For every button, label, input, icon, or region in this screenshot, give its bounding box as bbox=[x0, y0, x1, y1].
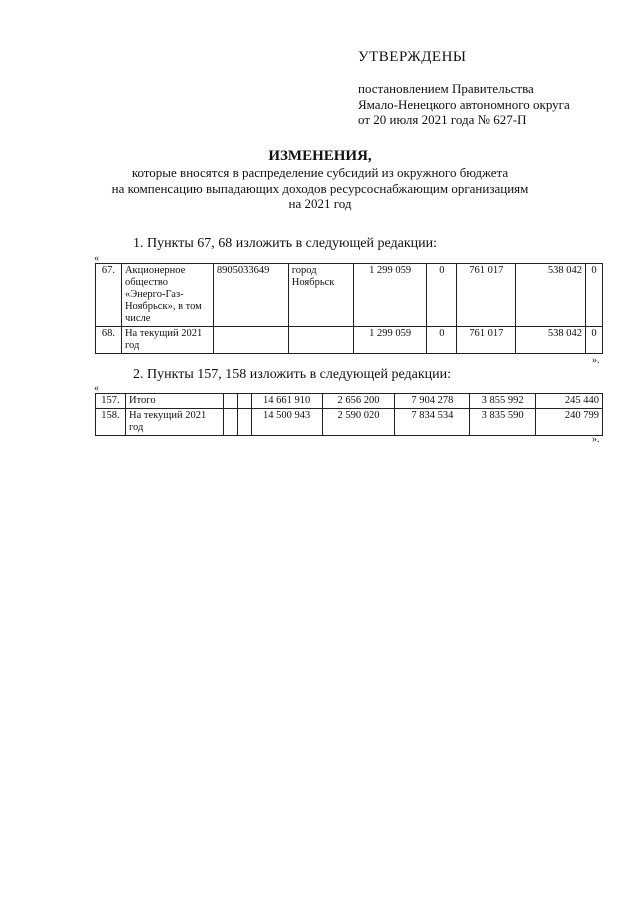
table-row bbox=[96, 264, 603, 327]
section-1-close-quote: ». bbox=[592, 355, 600, 366]
value-total: 14 500 943 bbox=[251, 409, 322, 436]
section-2-heading: 2. Пункты 157, 158 изложить в следующей редакции: bbox=[133, 367, 452, 382]
inn-cell bbox=[213, 327, 288, 354]
row-number: 158. bbox=[96, 409, 126, 436]
empty-cell bbox=[237, 394, 251, 409]
value-total: 14 661 910 bbox=[251, 394, 322, 409]
heading-line-1: которые вносятся в распределение субсидий из окружного бюджета bbox=[131, 165, 509, 180]
approval-line-3: от 20 июля 2021 года № 627-П bbox=[358, 112, 527, 127]
value-5: 0 bbox=[585, 264, 602, 327]
empty-cell bbox=[223, 394, 237, 409]
value-5: 0 bbox=[585, 327, 602, 354]
empty-cell bbox=[237, 409, 251, 436]
row-name: На текущий 2021 год bbox=[125, 409, 223, 436]
value-2: 2 656 200 bbox=[322, 394, 395, 409]
place-cell bbox=[288, 327, 353, 354]
section-1-open-quote: « bbox=[94, 253, 99, 264]
heading-line-3: на 2021 год bbox=[288, 196, 352, 211]
value-3: 761 017 bbox=[457, 327, 516, 354]
approval-line-2: Ямало-Ненецкого автономного округа bbox=[358, 97, 570, 112]
value-4: 3 835 590 bbox=[470, 409, 536, 436]
section-2-open-quote: « bbox=[94, 383, 99, 394]
section-2-close-quote: ». bbox=[592, 434, 600, 445]
row-number: 67. bbox=[96, 264, 122, 327]
value-5: 240 799 bbox=[536, 409, 603, 436]
approval-line-1: постановлением Правительства bbox=[358, 81, 534, 96]
value-4: 538 042 bbox=[516, 327, 586, 354]
row-number: 68. bbox=[96, 327, 122, 354]
section-1-table bbox=[95, 263, 603, 354]
row-number: 157. bbox=[96, 394, 126, 409]
value-4: 3 855 992 bbox=[470, 394, 536, 409]
table-row bbox=[96, 394, 603, 409]
section-2-table bbox=[95, 393, 603, 436]
row-name: Итого bbox=[125, 394, 223, 409]
value-3: 761 017 bbox=[457, 264, 516, 327]
heading-line-2: на компенсацию выпадающих доходов ресурсоснабжающим организациям bbox=[111, 181, 529, 196]
value-total: 1 299 059 bbox=[353, 327, 427, 354]
value-2: 0 bbox=[427, 327, 457, 354]
table-row bbox=[96, 327, 603, 354]
value-5: 245 440 bbox=[536, 394, 603, 409]
value-2: 2 590 020 bbox=[322, 409, 395, 436]
section-1-heading: 1. Пункты 67, 68 изложить в следующей редакции: bbox=[133, 236, 438, 251]
organization-name: Акционерное общество «Энерго-Газ-Ноябрьск», в том числе bbox=[121, 264, 213, 327]
value-total: 1 299 059 bbox=[353, 264, 427, 327]
value-2: 0 bbox=[427, 264, 457, 327]
empty-cell bbox=[223, 409, 237, 436]
value-4: 538 042 bbox=[516, 264, 586, 327]
place-cell: город Ноябрьск bbox=[288, 264, 353, 327]
table-row bbox=[96, 409, 603, 436]
approval-title: УТВЕРЖДЕНЫ bbox=[358, 49, 467, 65]
value-3: 7 834 534 bbox=[395, 409, 470, 436]
inn-cell: 8905033649 bbox=[213, 264, 288, 327]
document-title: ИЗМЕНЕНИЯ, bbox=[268, 148, 372, 164]
value-3: 7 904 278 bbox=[395, 394, 470, 409]
organization-name: На текущий 2021 год bbox=[121, 327, 213, 354]
